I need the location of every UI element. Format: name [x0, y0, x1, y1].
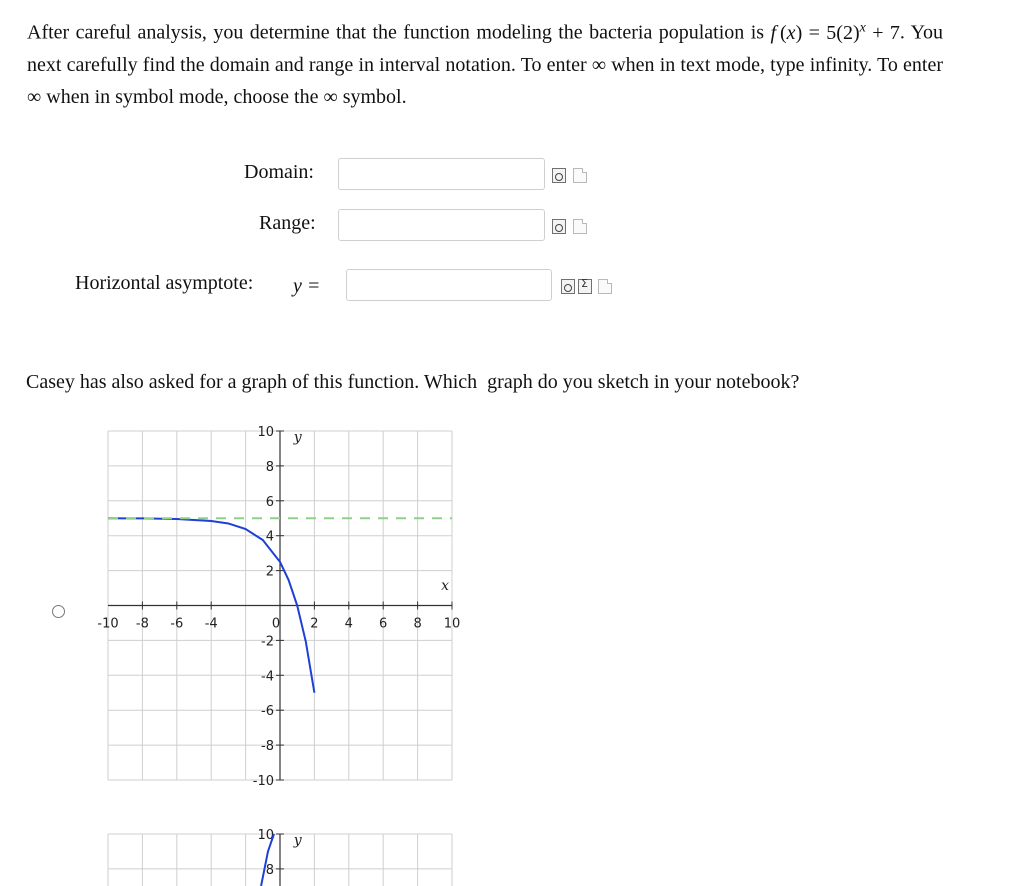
- y-tick-label: 8: [265, 459, 274, 475]
- graph-question: Casey has also asked for a graph of this function. Which graph do you sketch in your notebook?: [26, 371, 800, 393]
- x-tick-label: -6: [170, 616, 184, 632]
- range-label: Range:: [259, 212, 316, 234]
- text-mode-note: when in text mode, type infinity. To enter: [611, 53, 944, 76]
- y-tick-label: -2: [261, 634, 274, 650]
- y-axis-label: y: [293, 429, 302, 446]
- infinity-symbol-1: ∞: [591, 53, 607, 76]
- infinity-symbol-2: ∞: [27, 85, 42, 108]
- x-tick-label: 2: [310, 616, 319, 632]
- symbol-mode-note: when in symbol mode, choose the: [46, 85, 319, 108]
- asymptote-label: Horizontal asymptote:: [75, 272, 254, 294]
- y-tick-label: 4: [265, 529, 274, 545]
- y-axis-label: y: [293, 832, 302, 849]
- x-tick-label: 10: [443, 616, 461, 632]
- x-tick-label: -8: [135, 616, 149, 632]
- x-tick-label: 6: [379, 616, 388, 632]
- y-tick-label: -10: [252, 774, 274, 789]
- y-tick-label: -8: [261, 739, 274, 755]
- domain-label: Domain:: [244, 161, 314, 183]
- x-tick-label: 4: [344, 616, 353, 632]
- y-tick-label: 2: [265, 564, 274, 580]
- symbol-word: symbol.: [342, 85, 407, 108]
- x-axis-label: x: [441, 577, 450, 594]
- asymptote-var: y =: [293, 275, 321, 297]
- y-tick-label: 6: [265, 494, 274, 510]
- after-formula-text: . You next carefully find the domain and range in interval notation. To enter: [27, 21, 944, 76]
- function-formula: f $(x) = 5(2)^x + 7$: [770, 20, 900, 44]
- x-tick-label: 0: [271, 616, 281, 632]
- infinity-symbol-3: ∞: [323, 85, 338, 108]
- y-tick-label: -4: [261, 669, 274, 685]
- intro-text: After careful analysis, you determine that the function modeling the bacteria population is: [27, 21, 765, 44]
- x-tick-label: -10: [97, 616, 119, 632]
- y-tick-label: 10: [257, 828, 274, 843]
- y-tick-label: -6: [261, 704, 274, 720]
- x-tick-label: 8: [413, 616, 422, 632]
- y-tick-label: 8: [265, 862, 274, 878]
- y-tick-label: 10: [257, 425, 274, 440]
- x-tick-label: -4: [204, 616, 218, 632]
